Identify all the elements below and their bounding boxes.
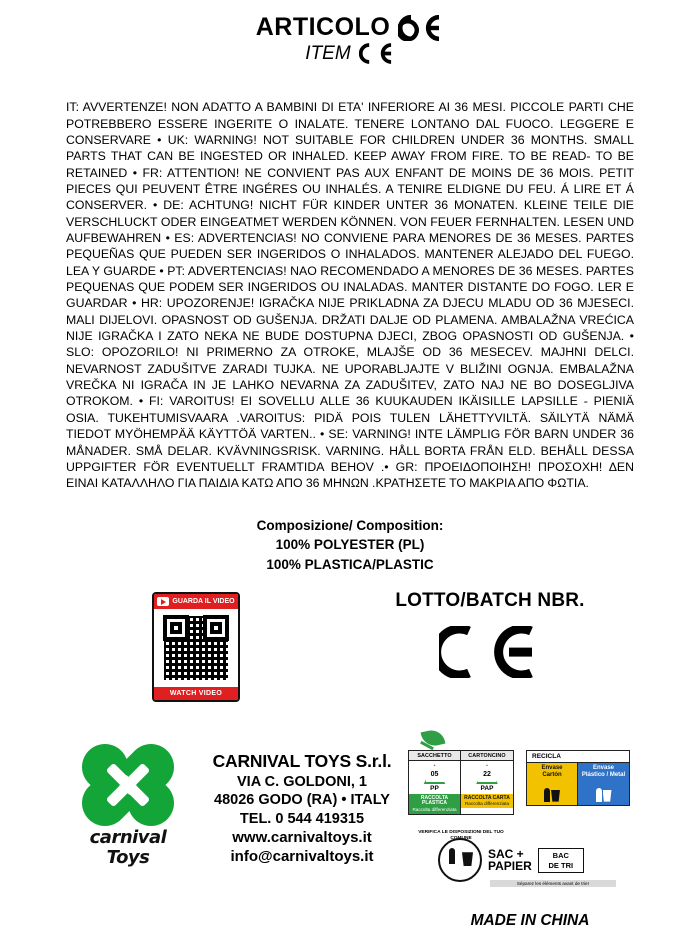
- recycling-symbols-cluster: [408, 734, 638, 894]
- recicla-plastic-line1: Envase: [592, 765, 614, 772]
- recicla-box: [526, 750, 630, 805]
- safety-warnings-text: IT: AVVERTENZE! NON ADATTO A BAMBINI DI ETA' INFERIORE AI 36 MESI. PICCOLE PARTI CHE POTREBBERO ESSERE INGERITE O INALATE. TENERE LONTANO DAL FUOCO. LEGGERE E CONSERVARE • UK: WARNING! NOT SUITABLE FOR CHILDREN UNDER 36 MONTHS. SMALL PARTS THAT CAN BE INGESTED OR INHALED. KEEP AWAY FROM FIRE. TO BE READ- TO BE RETAINED • FR: ATTENTION! NE CONVIENT PAS AUX ENFANT DE MOINS DE 36 MOIS. PETIT PIECES QUI PEUVENT ÊTRE INGÉRES OU INHALÉS. A TENIRE ELDIGNE DU FEU. Á LIRE ET Á CONSERVER. • DE: ACHTUNG! NICHT FÜR KINDER UNTER 36 MONATEN. KLEINE TEILE DIE VERSCHLUCKT ODER EINGEATMET WERDEN KÖNNEN. VON FEUER FERNHALTEN. LESEN UND AUFBEWAHREN • ES: ADVERTENCIAS! NO CONVIENE PARA MENORES DE 36 MESES. PARTES PEQUEÑAS QUE PUEDEN SER INGERIDOS O INHALADOS. MANTENER ALEJADO DEL FUEGO. LEA Y GUARDE • PT: ADVERTENCIAS! NAO RECOMENDADO A MENORES DE 36 MESES. PARTES PEQUENAS QUE PODEM SER INGERIDOS OU INALADAS. MANTER DISTANTE DO FOGO. LER E GUARDAR • HR: UPOZORENJE! IGRAČKA NIJE PRIKLADNA ZA DJECU MLADU OD 36 MJESECI. MALI DIJELOVI. OPASNOST OD GUŠENJA. DRŽATI DALJE OD PLAMENA. AMBALAŽNA VREĆICA NIJE IGRAČKA I ZATO NEKA NE BUDE DOSTUPNA DJECI, ZBOG OPASNOSTI OD GUŠENJA. • SLO: OPOZORILO! NI PRIMERNO ZA OTROKE, MLAJŠE OD 36 MESECEV. MAJHNI DELCI. NEVARNOST ZADUŠITVE ZARADI TUJKA. NE UPORABLJAJTE V BLIŽINI OGNJA. EMBALAŽNA VREČKA NI IGRAČA IN JE LAHKO NEVARNA ZA ZADUŠITEV, ZATO NAJ NE BO DOSEGLJIVA OTROKOM. • FI: VAROITUS! EI SOVELLU ALLE 36 KUUKAUDEN IKÄISILLE LAPSILLE - PIENIÄ OSIA. TUKEHTUMISVAARA .VAROITUS: PIDÄ POIS TULEN LÄHETTYVILTÄ. SÄILYTÄ NÄMÄ TIEDOT MYÖHEMPÄÄ KÄYTTÖÄ VARTEN.. • SE: VARNING! INTE LÄMPLIG FÖR BARN UNDER 36 MÅNADER. SMÅ DELAR. KVÄVNINGSRISK. VARNING. HÅLL BORTA FRÅN ELD. BEHÅLL DESSA UPPGIFTER FÖR EVENTUELLT FRAMTIDA BEHOV .• GR: ΠΡΟΕΙΔΟΠΟΙΗΣΗ! ΠΡΟΣΟΧΗ! ΔΕΝ ΕΙΝΑΙ ΚΑΤΑΛΛΗΛΟ ΓΙΑ ΠΑΙΔΙΑ ΚΑΤΩ ΑΠΟ 36 ΜΗΝΩΝ .ΚΡΑΤΗΣΕΤΕ ΤΟ ΜΑΚΡΙΑ ΑΠΟ ΦΩΤΙΑ.: [66, 100, 634, 491]
- recicla-carton-cell: [527, 763, 578, 804]
- item-title: ITEM: [305, 42, 351, 64]
- recycling-carton-footer: [461, 794, 513, 808]
- company-address-line2: 48026 GODO (RA) • ITALY: [214, 792, 390, 809]
- bac-de-tri-line2: DE TRI: [548, 860, 574, 870]
- recicla-carton-line1: Envase: [541, 765, 563, 772]
- recycling-bag-footer: [409, 794, 460, 814]
- composition-block: [0, 516, 700, 575]
- video-badge-top-label: GUARDA IL VIDEO: [172, 597, 235, 605]
- batch-number-block: [360, 590, 620, 689]
- ce-mark-icon: [398, 15, 444, 41]
- video-badge-qr-area: [154, 609, 238, 687]
- qr-code-icon[interactable]: [163, 615, 229, 681]
- recycling-bag-footer-line2: Raccolta differenziata: [412, 807, 457, 813]
- recycling-cell-carton-caption: CARTONCINO: [461, 751, 513, 761]
- article-title-row: [0, 14, 700, 42]
- recicla-plastic-cell: [578, 763, 629, 804]
- company-details: [186, 750, 418, 866]
- recycle-bin-man-icon-blue: [596, 782, 612, 802]
- company-email-link[interactable]: info@carnivaltoys.it: [230, 848, 374, 866]
- company-website-link[interactable]: www.carnivaltoys.it: [232, 829, 372, 847]
- sac-papier-line1: SAC +: [488, 847, 524, 862]
- clover-x-logo-icon: [82, 744, 174, 826]
- recicla-plastic-line2: Plástico / Metal: [581, 772, 626, 779]
- ce-mark-icon-small: [359, 43, 395, 64]
- middle-band: [0, 574, 700, 734]
- recycling-verify-note: VERIFICA LE DISPOSIZIONI DEL TUO COMUNE: [418, 830, 504, 841]
- italian-recycling-box: [408, 750, 514, 815]
- article-title: ARTICOLO: [255, 13, 391, 41]
- recycling-material-pap: PAP: [480, 785, 494, 793]
- company-phone: TEL. 0 544 419315: [239, 810, 365, 827]
- recycling-code-22: 22: [483, 771, 491, 779]
- video-badge-bottom-label: WATCH VIDEO: [154, 687, 238, 700]
- recycling-triangle-icon-05: [424, 764, 446, 784]
- company-address-line1: VIA C. GOLDONI, 1: [237, 773, 367, 790]
- made-in-china-label: MADE IN CHINA: [470, 912, 590, 930]
- recicla-row: [527, 763, 629, 804]
- composition-line-2: 100% PLASTICA/PLASTIC: [266, 556, 434, 572]
- recycle-bin-man-icon-yellow: [544, 782, 560, 802]
- recycling-material-pp: PP: [430, 785, 439, 793]
- bottom-band: [0, 734, 700, 944]
- recycle-bin-man-icon: [438, 838, 482, 882]
- composition-title: Composizione/ Composition:: [256, 517, 444, 533]
- watch-video-qr-badge[interactable]: [152, 592, 240, 702]
- recycling-carton-footer-line2: Raccolta differenziata: [464, 801, 510, 807]
- composition-line-1: 100% POLYESTER (PL): [275, 537, 425, 553]
- recicla-carton-line2: Cartón: [542, 772, 562, 779]
- recycling-triangle-icon-22: [476, 764, 498, 784]
- video-badge-top: [154, 594, 238, 609]
- sac-papier-line2: PAPIER: [488, 859, 532, 874]
- ce-mark-large-icon: [360, 626, 620, 689]
- company-name: CARNIVAL TOYS S.r.l.: [212, 751, 392, 772]
- youtube-play-icon: [157, 597, 169, 606]
- item-title-row: [0, 43, 700, 66]
- recycling-cell-bag-caption: SACCHETTO: [409, 751, 460, 761]
- carnival-toys-logo: [76, 744, 180, 869]
- recycling-code-05: 05: [430, 771, 439, 779]
- recicla-title: RECICLA: [527, 751, 629, 763]
- bac-de-tri-line1: BAC: [552, 850, 569, 860]
- sac-papier-note: Séparez les éléments avant de trier: [490, 880, 616, 887]
- recycling-cell-bag: [409, 751, 461, 814]
- recycling-carton-footer-line1: RACCOLTA CARTA: [464, 794, 510, 801]
- batch-number-title: LOTTO/BATCH NBR.: [395, 590, 585, 612]
- logo-wordmark-line2: Toys: [106, 847, 150, 869]
- sac-papier-block: [438, 838, 618, 887]
- recycling-cell-carton: [461, 751, 513, 814]
- page-header: [0, 0, 700, 65]
- logo-wordmark-line1: carnival: [89, 827, 167, 849]
- recycling-bag-footer-line1: RACCOLTA PLASTICA: [420, 794, 449, 807]
